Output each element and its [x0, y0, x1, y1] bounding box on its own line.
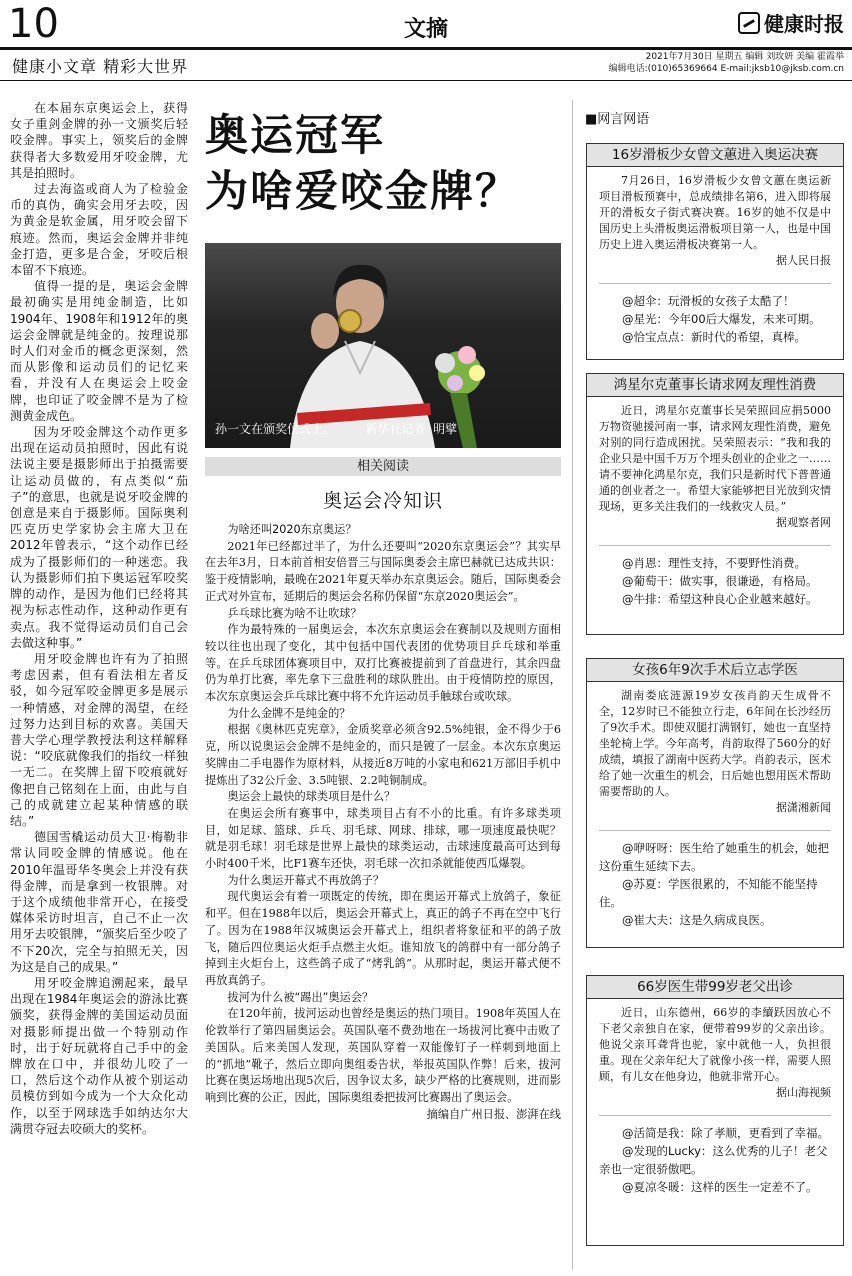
- column-separator: [572, 100, 573, 1270]
- news-box: [586, 373, 844, 635]
- logo-mark-icon: [738, 12, 760, 34]
- photo-caption: 孙一文在颁奖仪式上。 新华社记者 明擘: [215, 422, 458, 436]
- logo-text: 健康时报: [764, 12, 844, 36]
- news-box: [586, 143, 844, 360]
- qa-answer: 在120年前，拔河运动也曾经是奥运的热门项目。1908年英国人在伦敦举行了第四届奥运会。英国队毫不费劲地在一场拔河比赛中击败了美国队。后来美国人发现，英国队穿着一双能像钉子一样刺到地面上的“抓地”靴子，然后立即向奥组委告状，举报英国队作弊！后来，拔河比赛在奥运场地出现5次后，因争议太多，缺少严格的比赛规则，进而影响到比赛的公正，因此，国际奥组委把拔河比赛踢出了奥运会。: [205, 1007, 561, 1104]
- masthead-info: [609, 51, 844, 75]
- news-text: 7月26日，16岁滑板少女曾文蕙在奥运新项目滑板预赛中，总成绩排名第6，进入即将展开的滑板女子街式赛决赛。16岁的她不仅是中国历史上头滑板奥运滑板项目第一人，也是中国历史上进入奥运滑板决赛第一人。: [599, 174, 831, 251]
- header-divider: [0, 80, 852, 81]
- news-box-body: [587, 999, 843, 1105]
- news-source: 据潇湘新闻: [776, 801, 831, 814]
- news-box-body: [587, 397, 843, 535]
- news-source: 据山海视频: [776, 1086, 831, 1099]
- qa-question: 乒乓球比赛为啥不让吹球？: [227, 606, 362, 620]
- comment: @活简是我：除了孝顺，更看到了幸福。: [622, 1126, 829, 1140]
- qa-answer: 在奥运会所有赛事中，球类项目占有不小的比重。有许多球类项目，如足球、篮球、乒乓、羽毛球、网球、排球，哪一项速度最快呢？就是羽毛球！羽毛球是世界上最快的球类运动，击球速度最高可达到每小时400千米，比F1赛车还快，羽毛球一次扣杀就能使西瓜爆裂。: [205, 806, 561, 871]
- article-paragraph: 用牙咬金牌也许有为了拍照考虑因素，但有看法相左者反驳，如今冠军咬金牌更多是展示一种情感，对金牌的渴望，在经过努力达到目标的欢喜。美国天普大学心理学教授法利这样解释说：“咬底就像我们的指纹一样独一无二。在奖牌上留下咬痕就好像把自己铭刻在上面，由此与自己的成就建立起某种情感的联结。”: [10, 651, 188, 828]
- news-box-title: 鸿星尔克董事长请求网友理性消费: [587, 374, 843, 397]
- news-box: [586, 658, 844, 948]
- qa-answer: 2021年已经都过半了，为什么还要叫“2020东京奥运会”？其实早在去年3月，日本前首相安倍晋三与国际奥委会主席巴赫就已达成共识：鉴于疫情影响，最晚在2021年夏天举办东京奥运会。随后，国际奥委会正式对外宣布，延期后的奥运会名称仍保留“东京2020奥运会”。: [205, 539, 561, 603]
- tagline: 健康小文章 精彩大世界: [12, 57, 189, 76]
- related-source: 摘编自广州日报、澎湃在线: [426, 1107, 561, 1121]
- qa-question: 为什么金牌不是纯金的？: [227, 706, 351, 720]
- comment: @葡萄干：做实事，很谦逊，有格局。: [622, 574, 818, 588]
- news-text: 近日，鸿星尔克董事长吴荣照回应捐5000万物资驰援河南一事，请求网友理性消费，避免对别的同行造成困扰。吴荣照表示：“我和我的企业只是中国千万万个埋头创业的企业之一……请不要神化鸿星尔克，我们只是新时代下普普通通的创业者之一。希望大家能够把目光放到灾情现场，更多关注我们的一线救灾人员。”: [599, 404, 831, 513]
- comment: @超伞：玩滑板的女孩子太酷了！: [622, 294, 795, 308]
- box-divider: [599, 1115, 831, 1116]
- comment: @肖恩：理性支持，不要野性消费。: [622, 556, 806, 570]
- news-text: 近日，山东德州，66岁的李續跃因放心不下老父亲独自在家，便带着99岁的父亲出诊。他说父亲耳聋背也驼，家中就他一人，负担很重。现在父亲年纪大了就像小孩一样，需要人照顾，有儿女在他身边，他就非常开心。: [599, 1006, 831, 1083]
- section-title: 文摘: [403, 16, 448, 42]
- newspaper-logo: [738, 8, 844, 37]
- masthead-rule: [0, 47, 852, 50]
- photo-credit: 新华社记者 明擘: [365, 422, 458, 436]
- news-text: 湖南娄底涟源19岁女孩肖韵天生成骨不全，12岁时已不能独立行走，6年间在长沙经历了9次手术。即使双腿打满钢钉，她也一直坚持坐轮椅上学。今年高考，肖韵取得了560分的好成绩，填报了湖南中医药大学。肖韵表示，医术给了她一次重生的机会，日后她也想用医术帮助需要帮助的人。: [599, 689, 831, 798]
- news-box: [586, 975, 844, 1246]
- comment: @苏夏：学医很累的，不知能不能坚持住。: [599, 877, 818, 909]
- news-box-body: [587, 682, 843, 820]
- box-divider: [599, 830, 831, 831]
- athlete-with-medal-illustration: [205, 243, 561, 448]
- news-source: 据观察者网: [776, 516, 831, 529]
- news-box-title: 66岁医生带99岁老父出诊: [587, 976, 843, 999]
- comment: @牛排：希望这种良心企业越来越好。: [622, 592, 818, 606]
- qa-question: 为什么奥运开幕式不再放鸽子？: [227, 873, 385, 887]
- date-editor-line: 2021年7月30日 星期五 编辑 刘玫妍 美编 霍霞举: [645, 52, 844, 62]
- article-left-column: [10, 100, 188, 1137]
- page-number: 10: [8, 1, 59, 47]
- qa-answer: 现代奥运会有着一项既定的传统，即在奥运开幕式上放鸽子，象征和平。但在1988年以后，奥运会开幕式上，真正的鸽子不再在空中飞行了。因为在1988年汉城奥运会开幕式上，组织者将象征和平的鸽子放飞，随后四位奥运火炬手点燃主火炬。谁知放飞的鸽群中有一部分鸽子掉到主火炬台上，这些鸽子成了“烤乳鸽”。从那时起，奥运开幕式便不再放真鸽子。: [205, 890, 561, 987]
- contact-line: 编辑电话:(010)65369664 E-mail:jksb10@jksb.com.cn: [608, 64, 844, 74]
- qa-answer: 根据《奥林匹克宪章》，金质奖章必须含92.5%纯银，金不得少于6克，所以说奥运会金牌不是纯金的，而只是镀了一层金。本次东京奥运奖牌由二手电器作为原材料，从接近8万吨的小家电和621万部旧手机中提炼出了32公斤金、3.5吨银、2.2吨铜制成。: [205, 723, 561, 787]
- box-divider: [599, 283, 831, 284]
- comment-list: [587, 554, 843, 608]
- comment: @夏凉冬暖：这样的医生一定差不了。: [622, 1180, 818, 1194]
- comment: @发现的Lucky：这么优秀的儿子！老父亲也一定很骄傲吧。: [599, 1144, 828, 1176]
- net-comments-header: ■网言网语: [585, 112, 650, 127]
- related-reading-bar: 相关阅读: [205, 457, 561, 476]
- comment: @崔大夫：这是久病成良医。: [622, 913, 772, 927]
- news-box-body: [587, 167, 843, 273]
- news-source: 据人民日报: [776, 254, 831, 267]
- news-box-title: 16岁滑板少女曾文蕙进入奥运决赛: [587, 144, 843, 167]
- article-paragraph: 用牙咬金牌追溯起来，最早出现在1984年奥运会的游泳比赛颁奖，获得金牌的美国运动员面对摄影师提出做一个特别动作时，出于好玩就将自己手中的金牌放在口中，并很幼儿咬了一口，然后这个动作从被个别运动员模仿到如今成为一个大众化动作，以至于网球选手如纳达尔大满贯夺冠去咬硕大的奖杯。: [10, 975, 188, 1136]
- athlete-photo: [205, 243, 561, 448]
- related-reading-body: [205, 522, 561, 1123]
- comment-list: [587, 1124, 843, 1196]
- box-divider: [599, 545, 831, 546]
- article-paragraph: 德国雪橇运动员大卫·梅勒非常认同咬金牌的情感说。他在2010年温哥华冬奥会上并没有获得金牌，而是拿到一枚银牌。对于这个成绩他非常开心，在接受媒体采访时坦言，自己不止一次用牙去咬银牌，“颁奖后至少咬了不下20次，完全与拍照无关，因为这是自己的成果。”: [10, 830, 188, 974]
- article-paragraph: 过去海盗或商人为了检验金币的真伪，确实会用牙去咬，因为黄金是软金属，用牙咬会留下痕迹。然而，奥运会金牌并非纯金打造，更多是合金，牙咬后根本留不下痕迹。: [10, 182, 188, 278]
- news-box-title: 女孩6年9次手术后立志学医: [587, 659, 843, 682]
- headline-line-1: 奥运冠军: [205, 111, 385, 161]
- comment: @咿呀呀：医生给了她重生的机会，她把这份重生延续下去。: [599, 841, 829, 873]
- qa-question: 拔河为什么被“踢出”奥运会？: [227, 990, 374, 1004]
- comment: @恰宝点点：新时代的希望，真棒。: [622, 330, 806, 344]
- feature-headline: [205, 108, 565, 220]
- qa-question: 奥运会上最快的球类项目是什么？: [227, 790, 396, 804]
- article-paragraph: 在本届东京奥运会上，获得女子重剑金牌的孙一文颁奖后轻咬金牌。事实上，领奖后的金牌获得者大多数爱用牙咬金牌，尤其是拍照时。: [10, 101, 188, 180]
- comment: @星光：今年00后大爆发，未来可期。: [622, 312, 821, 326]
- headline-line-2: 为啥爱咬金牌？: [205, 167, 520, 217]
- article-paragraph: 因为牙咬金牌这个动作更多出现在运动员拍照时，因此有说法说主要是摄影师出于拍摄需要让运动员做的，有点类似“茄子”的意思，也就是说牙咬金牌的创意是来自于摄影师。国际奥利匹克历史学家协会主席大卫在2012年曾表示，“这个动作已经成为了摄影师们的一种迷恋。我认为摄影师们拍下奥运冠军咬奖牌的动作，是因为他们已经将其视为标志性动作，这种动作更有卖点。我不觉得运动员们自己会去做这种事。”: [10, 425, 188, 650]
- qa-answer: 作为最特殊的一届奥运会，本次东京奥运会在赛制以及规则方面相较以往也出现了变化，其中包括中国代表团的优势项目乒乓球和举重等。在乒乓球团体赛项目中，双打比赛被提前到了首盘进行，其余四盘仍为单打比赛，率先拿下三盘胜利的球队胜出。由于疫情防控的原因，本次东京奥运会乒乓球比赛中将不允许运动员手触球台或吹球。: [205, 623, 561, 704]
- article-paragraph: 值得一提的是，奥运会金牌最初确实是用纯金制造，比如1904年、1908年和1912年的奥运会金牌就是纯金的。按理说那时人们对金币的概念更深刻，然而从影像和运动员们的记忆来看，并没有人在奥运会上咬金牌，也印证了咬金牌不是为了检测黄金成色。: [10, 279, 188, 423]
- comment-list: [587, 839, 843, 929]
- qa-question: 为啥还叫2020东京奥运？: [227, 523, 357, 536]
- comment-list: [587, 292, 843, 346]
- related-reading-title: 奥运会冷知识: [322, 490, 443, 512]
